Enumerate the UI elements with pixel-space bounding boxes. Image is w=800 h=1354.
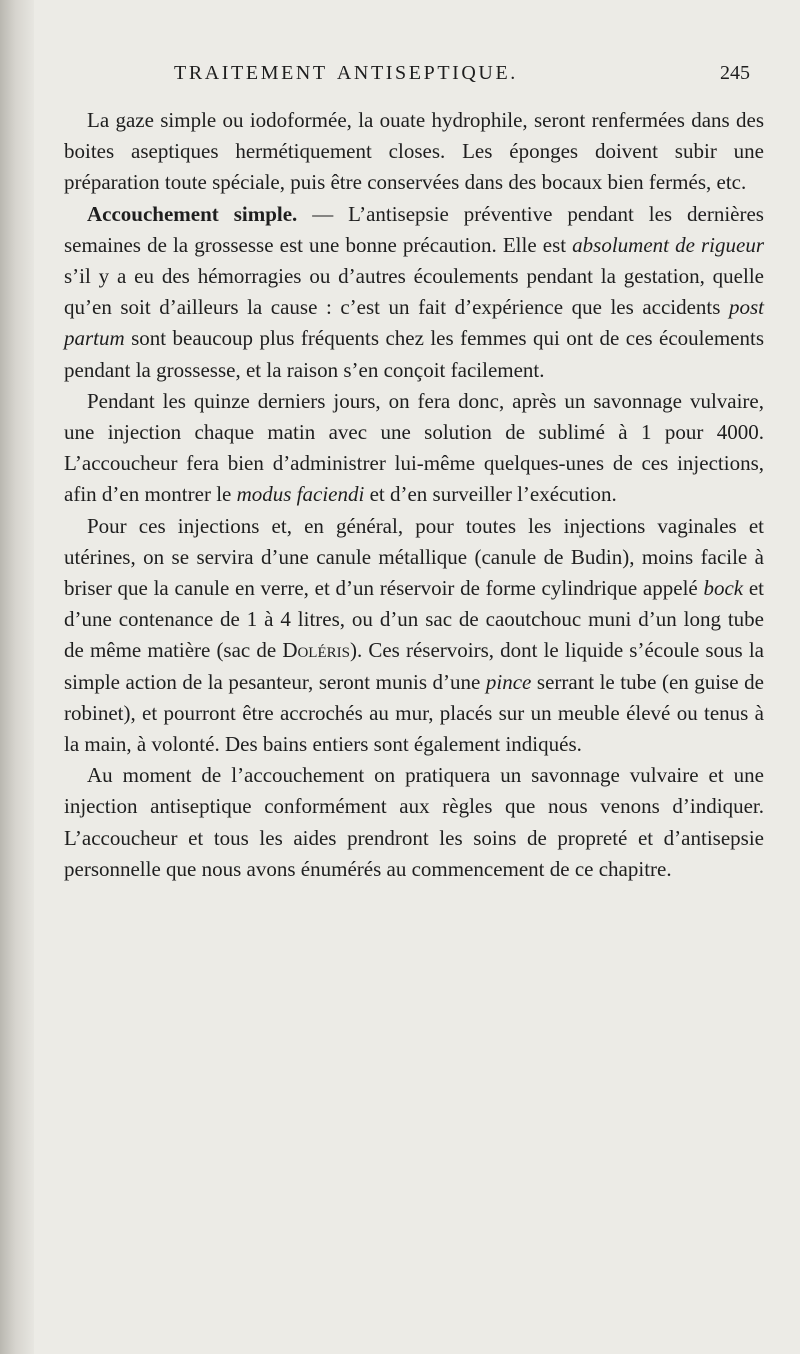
body-text: [64, 105, 764, 885]
book-page: [64, 62, 764, 885]
text-run: Pour ces injections et, en général, pour toutes les injections vaginales et utérines, on se servira d’une canule métallique (canule de Budin), moins facile à briser que la canule en verre, et d’un réservoir de forme cylindrique appelé: [64, 513, 764, 601]
author-name: Doléris: [282, 638, 350, 663]
page-gutter-shadow: [0, 0, 34, 1354]
paragraph-instruments: [64, 511, 764, 761]
running-title: TRAITEMENT ANTISEPTIQUE.: [174, 62, 518, 84]
italic-term: pince: [485, 669, 532, 694]
text-run: sont beaucoup plus fréquents chez les femmes qui ont de ces écoulements pendant la grossesse, et la raison s’en conçoit facilement.: [64, 326, 764, 382]
text-run: ). Ces réservoirs, dont le liquide s’écoule sous la simple action de la pesanteur, seront munis d’une: [64, 638, 764, 694]
paragraph-gauze-storage: La gaze simple ou iodoformée, la ouate hydrophile, seront renfermées dans des boites aseptiques hermétiquement closes. Les éponges doivent subir une préparation toute spéciale, puis être conservées dans des bocaux bien fermés, etc.: [64, 108, 764, 195]
italic-term: modus faciendi: [236, 482, 365, 507]
paragraph-delivery-moment: Au moment de l’accouchement on pratiquera un savonnage vulvaire et une injection antiseptique conformément aux règles que nous venons d’indiquer. L’accoucheur et tous les aides prendront les soins de propreté et d’antisepsie personnelle que nous avons énumérés au commencement de ce chapitre.: [64, 763, 764, 881]
paragraph-accouchement-simple: [64, 199, 764, 386]
page-number: 245: [720, 62, 750, 84]
section-heading-accouchement-simple: Accouchement simple.: [87, 201, 298, 226]
running-head: [64, 62, 764, 96]
paragraph-injections-schedule: [64, 386, 764, 511]
italic-term: absolument de rigueur: [572, 232, 764, 257]
text-run: — L’antisepsie préventive pendant les dernières semaines de la grossesse est une bonne précaution. Elle est: [64, 201, 764, 257]
italic-term: post partum: [64, 295, 764, 351]
italic-term: bock: [703, 576, 744, 601]
text-run: Pendant les quinze derniers jours, on fera donc, après un savonnage vulvaire, une injection chaque matin avec une solution de sublimé à 1 pour 4000. L’accoucheur fera bien d’administrer lui-même quelques-unes de ces injections, afin d’en montrer le: [64, 388, 764, 507]
text-run: et d’en surveiller l’exécution.: [364, 482, 617, 507]
text-run: s’il y a eu des hémorragies ou d’autres écoulements pendant la gestation, quelle qu’en soit d’ailleurs la cause : c’est un fait d’expérience que les accidents: [64, 264, 764, 320]
text-run: et d’une contenance de 1 à 4 litres, ou d’un sac de caoutchouc muni d’un long tube de même matière (sac de: [64, 576, 764, 663]
text-run: serrant le tube (en guise de robinet), et pourront être accrochés au mur, placés sur un meuble élevé ou tenus à la main, à volonté. Des bains entiers sont également indiqués.: [64, 669, 764, 757]
